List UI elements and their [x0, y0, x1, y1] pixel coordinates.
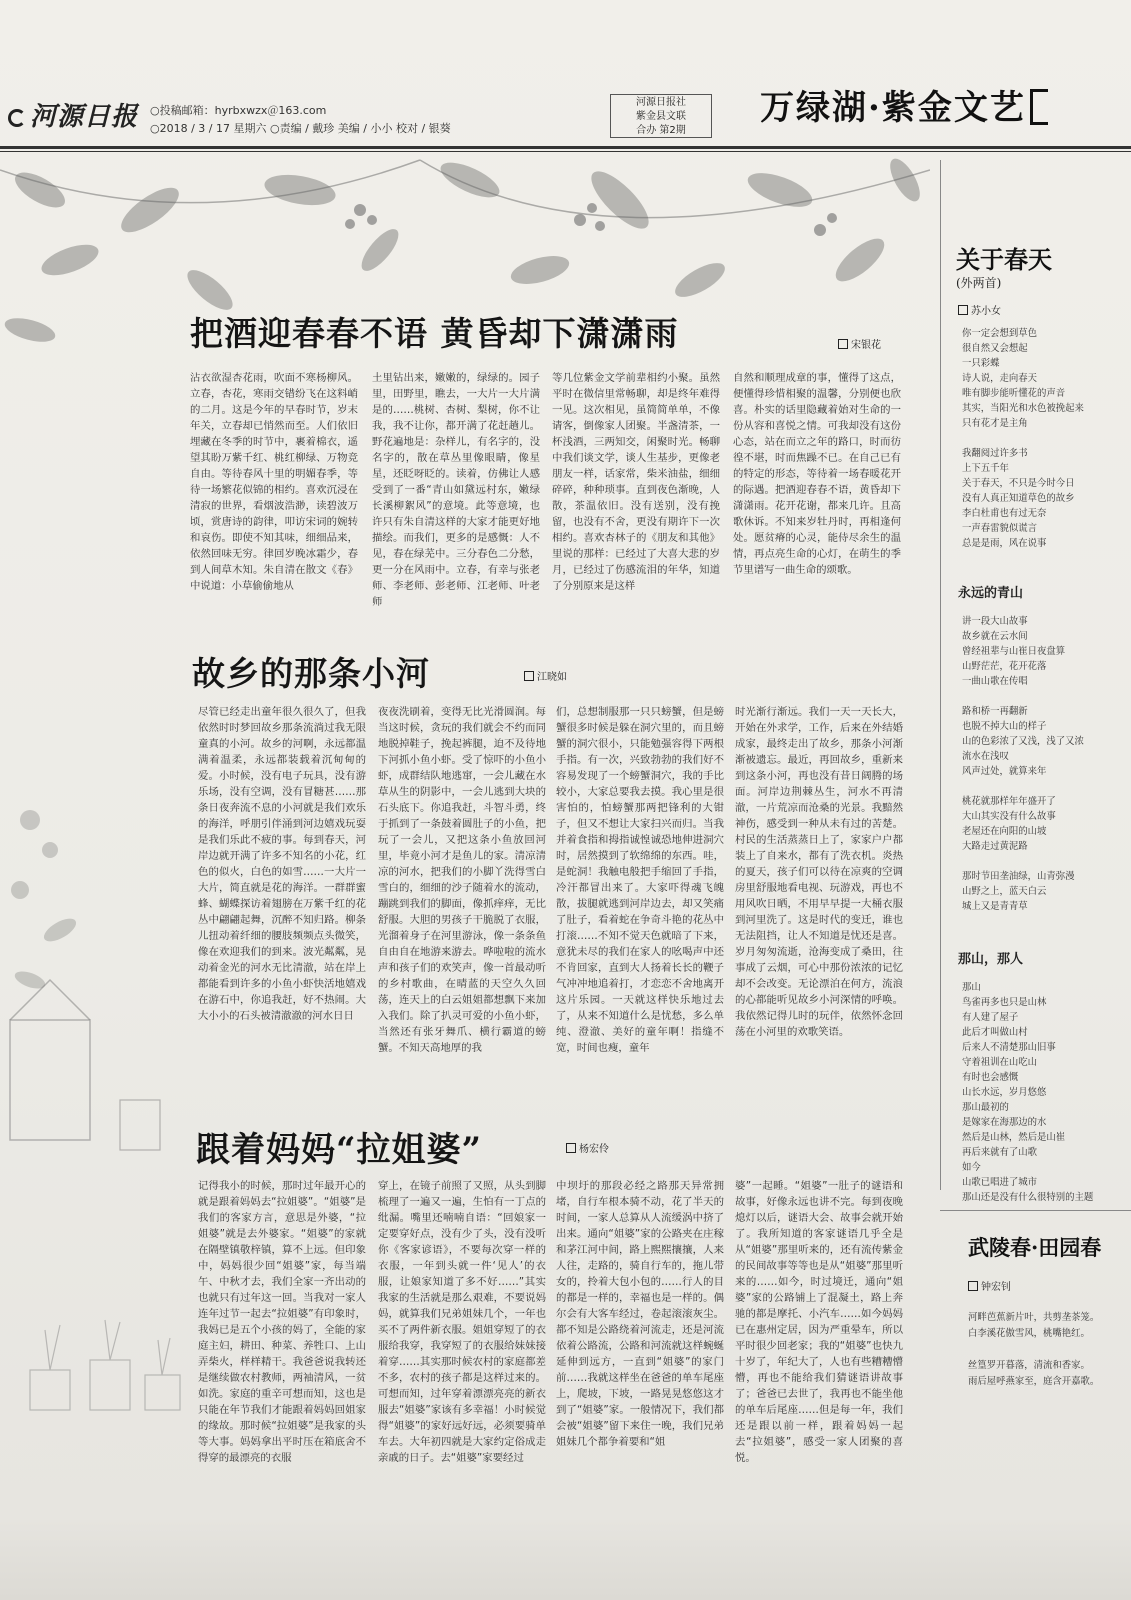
masthead-logo-icon: [8, 109, 26, 127]
poem-line: 路和桥一再翻新: [962, 706, 1028, 717]
article-1-title: 把酒迎春春不语 黄昏却下潇潇雨: [190, 314, 679, 353]
publisher-line-1: 河源日报社: [636, 97, 686, 108]
poem-line: 那山: [962, 982, 981, 993]
poem-line: 流水在浅叹: [962, 751, 1009, 762]
poem-line: 我翻阅过许多书: [962, 448, 1028, 459]
ci-poem-line: [968, 1342, 1131, 1358]
ci-poem-line: 雨后屋呼燕家至，庭含开嘉歌。: [968, 1376, 1100, 1387]
issue-date-editors: ○2018 / 3 / 17 星期六 ○责编 / 戴珍 美编 / 小小 校对 / 银葵: [150, 122, 451, 135]
article-1-col-2: 土里钻出来，嫩嫩的，绿绿的。园子里，田野里，瞧去，一大片一大片满是的……桃树、杏树、梨树，你不让我，我不让你，都开满了花赶趟儿。野花遍地是：杂样儿，有名字的，没名字的，散在草丛里像眼睛，像星星，还眨呀眨的。读着，仿佛让人感受到了一番“青山如黛远村东，嫩绿长溪柳絮风”的意境。此等意境，也许只有朱自清这样的大家才能更好地描绘。而我们，更多的是感慨：人不见，春在绿芜中。三分春色二分愁，更一分在风雨中。立春，有幸与张老师、李老师、彭老师、江老师、叶老师: [372, 372, 540, 608]
poem-line: 如今: [962, 1162, 981, 1173]
poem-line: [962, 854, 1131, 869]
header-rule: [0, 146, 1131, 149]
poem-line: 鸟雀再多也只是山林: [962, 997, 1047, 1008]
poem-line: 山野茫茫，花开花落: [962, 661, 1047, 672]
poem-line: 有时也会感慨: [962, 1072, 1019, 1083]
poem-subtitle: (外两首): [956, 276, 1002, 290]
poem-line: 你一定会想到草色: [962, 328, 1038, 339]
article-3-col-1: 记得我小的时候，那时过年最开心的就是跟着妈妈去“拉姐婆”。“姐婆”是我们的客家方言，意思是外婆，“拉姐婆”就是去外婆家。“姐婆”的家就在隔壁镇敬梓镇，算不上远。但印象中，妈妈很少回“姐婆”家，每当端午、中秋才去，我们全家一齐出动的也就只有过年这一回。当我对一家人连年过节一起去“拉姐婆”有印象时，我妈已是五个小孩的妈了，全能的家庭主妇，耕田、种菜、养牲口、上山弄柴火，样样精干。我爸爸说我转还是继续做农村教师，两袖清风，一贫如洗。家庭的重辛可想而知，这也是只能在年节我们才能跟着妈妈回姐家的缘故。那时候“拉姐婆”是我家的头等大事。妈妈拿出平时压在箱底舍不得穿的最漂亮的衣服: [198, 1180, 366, 1464]
article-2-col-3: 们，总想制服那一只只螃蟹，但是螃蟹很多时候是躲在洞穴里的，而且螃蟹的洞穴很小，只能勉强容得下两根手指。有一次，兴致勃勃的我们好不容易发现了一个螃蟹洞穴，我的手比较小，大家总要我去摸。我心里是很害怕的，怕螃蟹那两把锋利的大钳子，但又不想让大家扫兴而归。当我并着食指和拇指诚惶诚恐地伸进洞穴时，居然摸到了软绵绵的东西。哇，是蛇洞！我触电般把手缩回了手指，冷汗都冒出来了。大家吓得魂飞魄散，拔腿就逃到河岸边去，却又笑痛了肚子，看着蛇在争奇斗艳的花丛中打滚……不知不觉天色就暗了下来，意犹未尽的我们在家人的吆喝声中还不肯回家，直到大人扬着长长的鞭子气冲冲地追着打，才恋恋不舍地离开这片乐园。一天就这样快乐地过去了，从来不知道什么是忧愁，多么单纯、澄澈、美好的童年啊！指缝不宽，时间也瘦，童年: [556, 706, 724, 1054]
flower-pots-illustration: [20, 1310, 190, 1420]
poem-line: 山歌已唱进了城市: [962, 1177, 1038, 1188]
publisher-box: [610, 94, 712, 138]
ci-poem-line: 河畔芭蕉新片叶，共剪垄茶笼。: [968, 1312, 1100, 1323]
poem-author: 苏小女: [958, 302, 1001, 317]
poem-line: 也脱不掉大山的样子: [962, 721, 1047, 732]
poem-line: [962, 431, 1131, 446]
poem-line: 后来人不清楚那山旧事: [962, 1042, 1056, 1053]
article-3-title: 跟着妈妈“拉姐婆”: [196, 1130, 483, 1170]
poem-line: 很自然又会想起: [962, 343, 1028, 354]
article-1-col-1: 沾衣欲湿杏花雨，吹面不寒杨柳风。立春，杏花，寒雨交错纷飞在这料峭的二月。这是今年的早春时节，岁末年关，立春却已悄然而至。人们依旧埋藏在冬季的时节中，裹着棉衣，遥望其盼万紫千红、桃红柳绿、万物竞自由。等待春风十里的明媚春季，等待一场繁花似锦的相约。喜欢沉浸在清寂的世界，看烟波浩渺，读碧波万顷，赏唐诗的韵律，叩访宋词的婉转和哀伤。即使不知其味，细细品来，依然回味无穷。律回岁晚冰霜少，春到人间草木知。朱自清在散文《春》中说道：小草偷偷地从: [190, 372, 358, 592]
flower-vine-illustration: [0, 780, 180, 1200]
page-bottom-margin: [0, 1520, 1131, 1600]
poem-line: 再后来就有了山歌: [962, 1147, 1038, 1158]
poem-line: 风声过处，就算来年: [962, 766, 1047, 777]
article-1-col-3: 等几位紫金文学前辈相约小聚。虽然平时在微信里常畅聊，却是终年难得一见。这次相见，虽简简单单，不像请客，倒像家人团聚。半盏清茶，一杯浅酒，三两知交，闲聚时光。畅聊中我们谈文学，谈人生基步，更像老朋友一样，话家常，柴米油盐，细细碎碎，种种琐事。直到夜色渐晚，人散，茶温依旧。没有送别，没有挽留，也没有不舍，更没有期许下一次相约。喜欢杏林子的《朋友和其他》里说的那样：已经过了大喜大悲的岁月，已经过了伤感流泪的年华，知道了分别原来是这样: [552, 372, 720, 592]
poem-section-1: [962, 326, 1131, 558]
poem-line: 守着祖训在山吃山: [962, 1057, 1038, 1068]
column-divider: [940, 160, 941, 1190]
article-2-col-4: 时光渐行渐远。我们一天一天长大，开始在外求学，工作，后来在外结婚成家，最终走出了故乡，那条小河渐渐被遗忘。最近，再回故乡，重新来到这条小河，再也没有昔日阔腾的场面。河岸边荆棘丛生，河水不再清澈，一片荒凉而沧桑的光景。我黯然神伤，感受到一种从未有过的苦楚。村民的生活蒸蒸日上了，家家户户都装上了自来水，都有了洗衣机。炎热的夏天，孩子们可以待在凉爽的空调房里舒服地看电视、玩游戏，再也不用风吹日晒，不用早早提一大桶衣服到河里洗了。这是时代的变迁，谁也无法阻挡，让人不知道是忧还是喜。岁月匆匆流逝，沧海变成了桑田，往事成了云烟，可心中那份浓浓的记忆却不会改变。无论漂泊在何方，流浪的心都能听见故乡小河深情的呼唤。我依然记得儿时的玩伴，依然怀念回荡在小河里的欢歌笑语。: [735, 706, 903, 1038]
section-title: [760, 80, 1048, 129]
poem-line: [962, 1205, 1131, 1206]
article-2-col-2: 夜夜洗刷着，变得无比光滑圆润。每当这时候，贪玩的我们就会不约而同地脱掉鞋子，挽起裤腿，迫不及待地下河抓小鱼小虾。受了惊吓的小鱼小虾，成群结队地逃窜，一会儿藏在水草从生的阴影中，一会儿逃到大块的石头底下。你追我赶，斗智斗勇，终于抓到了一条鼓着圆肚子的小鱼，把玩了一会儿，又把这条小鱼放回河里，毕竟小河才是鱼儿的家。清凉清凉的河水，把我们的小脚丫洗得雪白雪白的，细细的沙子随着水的流动，蹦跳到我们的脚面，像抓痒痒，无比舒服。大胆的男孩子干脆脱了衣服，光溜着身子在河里游泳，像一条条鱼自由自在地游来游去。哗啦啦的流水声和孩子们的欢笑声，像一首最动听的乡村歌曲，在晴蓝的天空久久回荡，连天上的白云姐姐都想飘下来加入我们。除了扒灵可爱的小鱼小虾，当然还有张牙舞爪、横行霸道的螃蟹。不知天高地厚的我: [378, 706, 546, 1054]
poem-line: 城上又是青青草: [962, 901, 1028, 912]
poem-line: 只有花才是主角: [962, 418, 1028, 429]
publisher-line-2: 紫金县文联: [636, 111, 686, 122]
poem-line: 讲一段大山故事: [962, 616, 1028, 627]
poem-line: 那山还是没有什么很特别的主题: [962, 1192, 1094, 1203]
poem-line: 那山最初的: [962, 1102, 1009, 1113]
article-2-author: 江晓如: [524, 668, 567, 683]
header-info: [150, 102, 451, 138]
poem-line: 其实，当阳光和水色被挽起来: [962, 403, 1084, 414]
poem-line: 唯有脚步能听懂花的声音: [962, 388, 1066, 399]
poem-line: 一曲山歌在传唱: [962, 676, 1028, 687]
poem-line: 没有人真正知道草色的故乡: [962, 493, 1075, 504]
article-3-author: 杨宏伶: [566, 1140, 609, 1155]
poem-line: [962, 689, 1131, 704]
poem-bottom-rule: [940, 1210, 1131, 1211]
poem-line: 诗人说，走向春天: [962, 373, 1038, 384]
poem-line: 有人建了屋子: [962, 1012, 1019, 1023]
poem-heading-3: 那山，那人: [958, 952, 1024, 967]
article-2-col-1: 尽管已经走出童年很久很久了，但我依然时时梦回故乡那条流淌过我无限童真的小河。故乡的河啊，永远都温满着温柔，永远都装载着沉甸甸的爱。小时候，没有电子玩具，没有游乐场，没有空调，没有冒糖甚……那条日夜奔流不息的小河就是我们欢乐的海洋，呼朋引伴涌到河边嬉戏玩耍是我们乐此不疲的事。每到春天，河岸边就开满了许多不知名的小花，红色的似火，白色的如雪……一大片一大片，简直就是花的海洋。一群群蜜蜂、蝴蝶探访着翅膀在万紫千红的花丛中翩翩起舞，沉醉不知归路。柳条儿扭动着纤细的腰肢频频点头微笑，像在欢迎我们的到来。波光粼粼，晃动着金光的河水无比清澈，站在岸上都能看到许多的小鱼小虾快活地嬉戏在游石中，你追我赶，好不热闹。大大小小的石头被清澈澈的河水日日: [198, 706, 366, 1022]
poem-line: 老屋还在向阳的山坡: [962, 826, 1047, 837]
poem-line: 山野之上，蓝天白云: [962, 886, 1047, 897]
poem-line: 一只彩蝶: [962, 358, 1000, 369]
poem-line: 然后是山林，然后是山崔: [962, 1132, 1066, 1143]
poem-section-2: [962, 614, 1131, 920]
poem-title: 关于春天: [956, 245, 1052, 274]
section-bracket-icon: [1030, 89, 1048, 125]
poem-line: 故乡就在云水间: [962, 631, 1028, 642]
poem-line: [962, 779, 1131, 794]
ci-poem-lines: [968, 1310, 1131, 1390]
masthead-name: 河源日报: [30, 102, 139, 132]
article-3-col-3: 中坝圩的那段必经之路那天异常拥堵，自行车根本骑不动，花了半天的时间，一家人总算从人流缓涡中挤了出来。通向“姐婆”家的公路夹在庄稼和茅江河中间，路上熙熙攘攘，人来人往，走路的，骑自行车的，拖儿带女的，拎着大包小包的……行人的目的都是一样的，幸福也是一样的。偶尔会有大客车经过，卷起滚滚灰尘。都不知是公路绕着河流走，还是河流依着公路流，公路和河流就这样蜿蜒延伸到远方，一直到“姐婆”的家门前……我就这样坐在爸爸的单车尾座上，爬坡，下坡，一路晃晃悠悠这才到了“姐婆”家。一般情况下，我们都会被“姐婆”留下来住一晚，我们兄弟姐妹几个都争着要和“姐: [556, 1180, 724, 1448]
article-2-title: 故乡的那条小河: [192, 654, 430, 693]
article-1-col-4: 自然和顺理成章的事，懂得了这点，便懂得珍惜相聚的温馨，分别便也欣喜。朴实的话里隐藏着始对生命的一份从容和喜悦之情。可我却没有这份心态，站在而立之年的路口，时而彷徨不堪，时而焦躁不已。在自己已有的特定的形态，等待着一场春暖花开的际遇。把酒迎春春不语，黄昏却下潇潇雨。花开花谢，都来几许。且高歌休诉。不知来岁牡丹时，再相逢何处。愿贫瘠的心灵，能侍尽余生的温情，再点亮生命的心灯，在萌生的季节里谱写一曲生命的颂歌。: [733, 372, 901, 576]
poem-line: 大路走过黄泥路: [962, 841, 1028, 852]
section-title-text: 万绿湖·紫金文艺: [760, 88, 1026, 128]
ci-poem-title: 武陵春·田园春: [968, 1235, 1102, 1260]
poem-line: 山的色彩浓了又浅，浅了又浓: [962, 736, 1084, 747]
poem-line: 曾经祖辈与山崔日夜盘算: [962, 646, 1066, 657]
poem-line: 此后才叫做山村: [962, 1027, 1028, 1038]
poem-line: 总是是雨，风在说事: [962, 538, 1047, 549]
submission-email: ○投稿邮箱：hyrbxwzx＠163.com: [150, 104, 327, 117]
poem-line: 上下五千年: [962, 463, 1009, 474]
poem-line: 关于春天，不只是今时今日: [962, 478, 1075, 489]
ci-poem-author: 钟宏钊: [968, 1278, 1011, 1293]
poem-line: 是嫁家在海那边的水: [962, 1117, 1047, 1128]
poem-heading-2: 永远的青山: [958, 586, 1024, 601]
poem-line: 李白杜甫也有过无奈: [962, 508, 1047, 519]
ci-poem-line: 丝篁罗开暮落，清流和香家。: [968, 1360, 1090, 1371]
newspaper-masthead: [8, 96, 148, 136]
article-3-col-4: 婆”一起睡。“姐婆”一肚子的谜语和故事，好像永远也讲不完。每到夜晚熄灯以后，谜语大会、故事会就开始了。我所知道的客家谜语几乎全是从“姐婆”那里听来的，还有流传紫金的民间故事等等也是从“姐婆”那里听来的……如今，时过境迁，通向“姐婆”家的公路铺上了混凝土，路上奔驰的都是摩托、小汽车……如今妈妈已在惠州定居，因为严重晕车，所以平时很少回老家；我的“姐婆”也快九十岁了，年纪大了，人也有些糟糟懵懵，再也不能给我们猜谜语讲故事了；爸爸已去世了，我再也不能坐他的单车后尾座……但是每一年，我们还是跟以前一样，跟着妈妈一起去“拉姐婆”，感受一家人团聚的喜悦。: [735, 1180, 903, 1464]
publisher-line-3: 合办 第2期: [636, 125, 686, 136]
article-1-author: 宋银花: [838, 336, 881, 351]
poem-line: 那时节田垄油绿，山青弥漫: [962, 871, 1075, 882]
poem-section-3: [962, 980, 1131, 1206]
poem-line: 桃花就那样年年盛开了: [962, 796, 1056, 807]
poem-line: 一声春雷貌似谎言: [962, 523, 1038, 534]
poem-line: 大山其实没有什么故事: [962, 811, 1056, 822]
ci-poem-line: 白李溪花傲雪风，桃嘴艳红。: [968, 1328, 1090, 1339]
article-3-col-2: 穿上，在镜子前照了又照，从头到脚梳理了一遍又一遍，生怕有一丁点的纰漏。嘴里还喃喃自语：“回娘家一定要穿好点，没有少了头，没有没听你《客家谚语》，不要每次穿一样的衣服，一年到头就一件‘见人’的衣服，让娘家知道了多不好……”其实我家的生活就是那么艰难，不要说妈妈，就算我们兄弟姐妹几个，一年也买不了两件新衣服。姐姐穿短了的衣服给我穿，我穿短了的衣服给妹妹接着穿……其实那时候农村的家庭都差不多，农村的孩子都是这样过来的。可想而知，过年穿着漂漂亮亮的新衣服去“姐婆”家该有多幸福！小时候觉得“姐婆”的家好远好远，必须要骑单车去。大年初四就是大家约定俗成走亲戚的日子。去“姐婆”家要经过: [378, 1180, 546, 1464]
poem-line: 山长水远，岁月悠悠: [962, 1087, 1047, 1098]
